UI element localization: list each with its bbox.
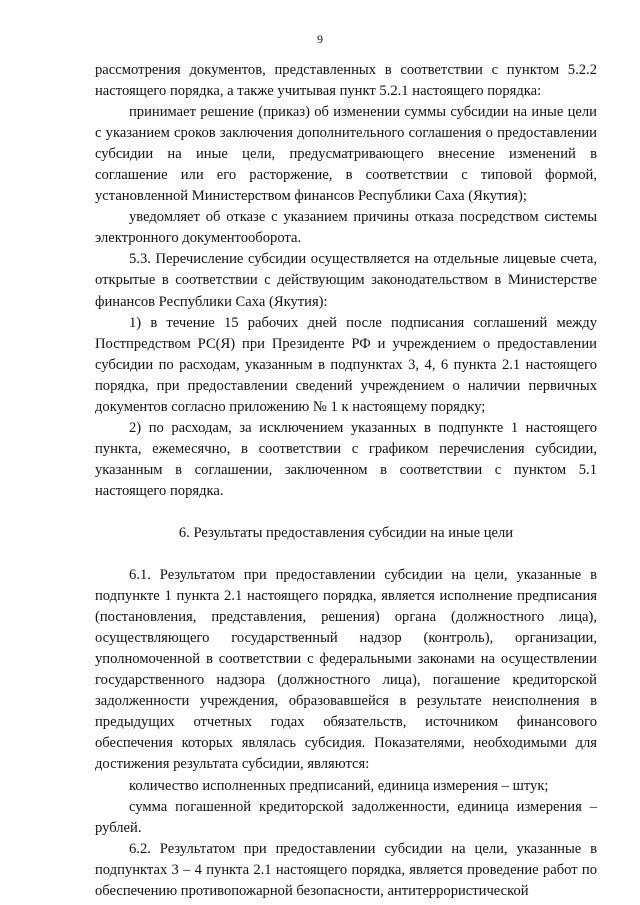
paragraph: сумма погашенной кредиторской задолженности, единица измерения – рублей. <box>95 798 597 836</box>
paragraph: количество исполненных предписаний, единица измерения – штук; <box>129 777 549 794</box>
paragraph: 6.1. Результатом при предоставлении субсидии на цели, указанные в подпункте 1 пункта 2.1 настоящего порядка, является исполнение предписания (постановления, представления, решения) органа (должностного лица), осуществляющего государственный надзор (контроль), организации, уполномоченной в соответствии с федеральными законами на осуществлении государственного надзора (должностного лица), погашение кредиторской задолженности учреждения, образовавшейся в результате неисполнения в предыдущих отчетных годах обязательств, источником финансового обеспечения которых являлась субсидия. Показателями, необходимыми для достижения результата субсидии, являются: <box>95 567 597 773</box>
paragraph: уведомляет об отказе с указанием причины отказа посредством системы электронного документооборота. <box>95 209 597 247</box>
paragraph: 5.3. Перечисление субсидии осуществляется на отдельные лицевые счета, открытые в соответствии с действующим законодательством в Министерстве финансов Республики Саха (Якутия): <box>95 251 597 310</box>
paragraph: 2) по расходам, за исключением указанных в подпункте 1 настоящего пункта, ежемесячно, в соответствии с графиком перечисления субсидии, указанным в соглашении, заключенном в соответствии с пунктом 5.1 настоящего порядка. <box>95 419 597 499</box>
document-body <box>95 60 597 902</box>
section-heading: 6. Результаты предоставления субсидии на иные цели <box>178 524 514 541</box>
paragraph: рассмотрения документов, представленных в соответствии с пунктом 5.2.2 настоящего порядка, а также учитывая пункт 5.2.1 настоящего порядка: <box>95 62 597 100</box>
page-number: 9 <box>317 32 323 46</box>
paragraph: 1) в течение 15 рабочих дней после подписания соглашений между Постпредством РС(Я) при Президенте РФ и учреждением о предоставлении субсидии по расходам, указанным в подпунктах 3, 4, 6 пункта 2.1 настоящего порядка, при предоставлении сведений учреждением о наличии первичных документов согласно приложению № 1 к настоящему порядку; <box>95 314 597 415</box>
paragraph: принимает решение (приказ) об изменении суммы субсидии на иные цели с указанием сроков заключения дополнительного соглашения о предоставлении субсидии на иные цели, предусматривающего внесение изменений в соглашение или его расторжение, в соответствии с типовой формой, установленной Министерством финансов Республики Саха (Якутия); <box>95 104 597 205</box>
paragraph: 6.2. Результатом при предоставлении субсидии на цели, указанные в подпунктах 3 – 4 пункта 2.1 настоящего порядка, является проведение работ по обеспечению противопожарной безопасности, антитеррористической <box>95 840 597 899</box>
